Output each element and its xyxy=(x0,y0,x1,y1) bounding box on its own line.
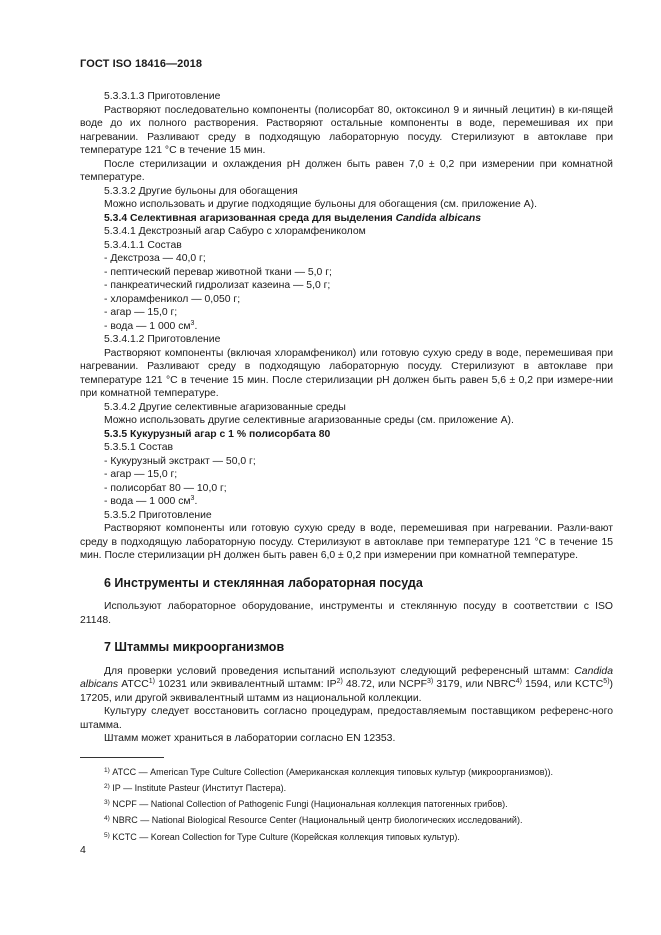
footnote-divider xyxy=(80,757,164,758)
footnote-ref: 1) xyxy=(148,678,155,685)
heading-species: Candida albicans xyxy=(395,212,482,224)
paragraph: 5.3.4.1 Декстрозный агар Сабуро с хлорамфениколом xyxy=(104,226,366,237)
footnote: $^{2)}$ IP — Institute Pasteur (Институт Пастера). xyxy=(104,782,287,793)
paragraph: Растворяют последовательно компоненты (полисорбат 80, октоксинол 9 и яичный лецитин) в ки-пящей воде до их полного растворения. Растворяют остальные компоненты в воде, перемешивая их при нагревании. Разливают среду в подходящую лабораторную посуду. Стерилизуют в автоклаве при температуре 121 °С в течение 15 мин. xyxy=(80,104,613,156)
paragraph: Культуру следует восстановить согласно процедурам, предоставляемым поставщиком референс-ного штамма. xyxy=(80,706,613,731)
footnote: $^{5)}$ KCTC — Korean Collection for Type Culture (Корейская коллекция типовых культур). xyxy=(104,831,460,842)
list-item: - пептический перевар животной ткани — 5,0 г; xyxy=(104,266,332,278)
paragraph: 5.3.5.1 Состав xyxy=(104,442,174,453)
section-heading-5-3-5: 5.3.5 Кукурузный агар с 1 % полисорбата 80 xyxy=(104,428,331,440)
footnote: $^{3)}$ NCPF — National Collection of Pathogenic Fungi (Национальная коллекция патогенных грибов). xyxy=(104,799,508,810)
species-name: Candida albicans xyxy=(80,665,613,690)
paragraph: 5.3.4.1.2 Приготовление xyxy=(104,334,221,345)
section-heading-5-3-4 xyxy=(80,212,613,226)
footnote-ref: 5) xyxy=(603,678,610,685)
footnote: $^{4)}$ NBRC — National Biological Resource Center (Национальный центр биологических исследований). xyxy=(104,815,523,826)
paragraph: Можно использовать и другие подходящие бульоны для обогащения (см. приложение А). xyxy=(104,199,537,210)
paragraph: Можно использовать другие селективные агаризованные среды (см. приложение А). xyxy=(104,415,514,426)
list-item: - вода — 1 000 $см^3$. xyxy=(104,319,198,332)
list-item: - агар — 15,0 г; xyxy=(104,469,178,480)
document-body xyxy=(80,90,613,845)
list-item: - полисорбат 80 — 10,0 г; xyxy=(104,482,227,494)
list-item: - хлорамфеникол — 0,050 г; xyxy=(104,293,241,305)
footnote-ref: 3) xyxy=(427,678,434,685)
paragraph: 5.3.4.1.1 Состав xyxy=(104,239,182,251)
paragraph: Используют лабораторное оборудование, инструменты и стеклянную посуду в соответствии с ISO 21148. xyxy=(80,601,613,626)
footnotes xyxy=(80,764,613,845)
section-heading-6: 6 Инструменты и стеклянная лабораторная посуда xyxy=(104,575,423,590)
list-item: - вода — 1 000 $см^3$. xyxy=(104,495,198,507)
paragraph: 5.3.4.2 Другие селективные агаризованные среды xyxy=(104,401,346,413)
paragraph: 5.3.5.2 Приготовление xyxy=(104,509,212,521)
heading-text: 5.3.4 Селективная агаризованная среда для выделения xyxy=(104,212,393,224)
paragraph: 5.3.3.2 Другие бульоны для обогащения xyxy=(104,185,298,197)
document-header: ГОСТ ISO 18416—2018 xyxy=(80,58,203,70)
list-item: - панкреатический гидролизат казеина — 5,0 г; xyxy=(104,280,331,291)
footnote: $^{1)}$ АТСС — American Type Culture Collection (Американская коллекция типовых культур (микроорганизмов)). xyxy=(104,766,554,777)
paragraph: 5.3.3.1.3 Приготовление xyxy=(104,91,221,102)
list-item: - Декстроза — 40,0 г; xyxy=(104,253,206,264)
paragraph: После стерилизации и охлаждения рН должен быть равен 7,0 ± 0,2 при измерении при комнатной температуре. xyxy=(80,158,613,183)
list-item: - Кукурузный экстракт — 50,0 г; xyxy=(104,455,256,467)
paragraph: Штамм может храниться в лаборатории согласно EN 12353. xyxy=(104,733,396,744)
paragraph: Растворяют компоненты (включая хлорамфеникол) или готовую сухую среду в воде, перемешивая при нагревании. Разливают среду в подходящую лабораторную посуду. Стерилизуют в автоклаве при температуре 121 °С в течение 15 мин. После стерилизации рН должен быть равен 5,6 ± 0,2 при измере-нии при комнатной температуре. xyxy=(80,347,613,399)
page-number: 4 xyxy=(80,844,86,856)
footnote-ref: 4) xyxy=(515,678,522,685)
section-heading-7: 7 Штаммы микроорганизмов xyxy=(104,640,285,654)
paragraph: Растворяют компоненты или готовую сухую среду в воде, перемешивая при нагревании. Разли-вают среду в подходящую лабораторную посуду. Стерилизуют в автоклаве при температуре 121 °С в течение 15 мин. После стерилизации рН должен быть равен 6,0 ± 0,2 при измерении при комнатной температуре. xyxy=(80,523,613,561)
footnote-ref: 2) xyxy=(336,678,343,685)
list-item: - агар — 15,0 г; xyxy=(104,307,178,318)
paragraph: Для проверки условий проведения испытаний используют следующий референсный штамм: Candida albicans АТСС$^{1)}$ 10231 или эквивалентный штамм: IP$^{2)}$ 48.72, или NCPF$^{3)}$ 3179, или NBRC$^{4)}$ 1594, или KCTC$^{5)}$) 17205, или другой эквивалентный штамм из национальной коллекции. xyxy=(80,665,613,704)
